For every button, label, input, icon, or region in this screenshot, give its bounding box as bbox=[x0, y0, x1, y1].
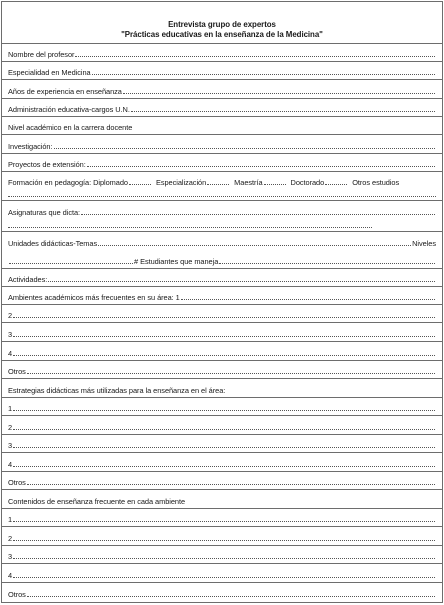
field-nombre[interactable] bbox=[75, 56, 435, 57]
field-doctorado[interactable] bbox=[325, 184, 347, 185]
num-ambientes-3: 3 bbox=[8, 330, 13, 339]
label-ambientes: Ambientes académicos más frecuentes en su área: 1 bbox=[8, 293, 180, 302]
label-nombre: Nombre del profesor bbox=[8, 50, 75, 59]
row-contenidos-4 bbox=[2, 565, 442, 583]
field-ambientes-4[interactable] bbox=[13, 355, 435, 356]
field-ambientes-2[interactable] bbox=[13, 317, 435, 318]
num-estrategias-1: 1 bbox=[8, 404, 13, 413]
field-contenidos-otros[interactable] bbox=[27, 596, 435, 597]
label-maestria: Maestría bbox=[234, 178, 263, 187]
field-especialidad[interactable] bbox=[92, 74, 435, 75]
field-niveles[interactable] bbox=[9, 263, 133, 264]
label-ambientes-otros: Otros bbox=[8, 367, 26, 376]
label-nivel: Nivel académico en la carrera docente bbox=[8, 123, 133, 132]
field-contenidos-1[interactable] bbox=[13, 521, 435, 522]
form-header bbox=[2, 4, 442, 44]
field-asignaturas-line2[interactable] bbox=[8, 227, 372, 228]
row-nivel bbox=[2, 117, 442, 135]
row-estrategias-otros bbox=[2, 472, 442, 490]
field-asignaturas[interactable] bbox=[81, 214, 435, 215]
field-estrategias-otros[interactable] bbox=[27, 484, 435, 485]
row-nombre bbox=[2, 44, 442, 62]
row-proyectos bbox=[2, 154, 442, 172]
row-investigacion bbox=[2, 136, 442, 154]
num-contenidos-1: 1 bbox=[8, 515, 13, 524]
row-actividades bbox=[2, 269, 442, 287]
label-estrategias: Estrategias didácticas más utilizadas para la enseñanza en el área: bbox=[8, 386, 226, 395]
label-doctorado: Doctorado bbox=[290, 178, 325, 187]
field-proyectos[interactable] bbox=[87, 166, 435, 167]
row-estrategias-1 bbox=[2, 398, 442, 416]
row-especialidad bbox=[2, 62, 442, 80]
label-especialidad: Especialidad en Medicina bbox=[8, 68, 91, 77]
num-estrategias-2: 2 bbox=[8, 423, 13, 432]
label-administracion: Administración educativa-cargos U.N. bbox=[8, 105, 130, 114]
row-unidades bbox=[2, 232, 442, 269]
row-contenidos-3 bbox=[2, 546, 442, 564]
interview-form bbox=[1, 1, 443, 603]
row-ambientes-3 bbox=[2, 324, 442, 342]
label-anios: Años de experiencia en enseñanza bbox=[8, 87, 122, 96]
field-anios[interactable] bbox=[123, 93, 435, 94]
num-estrategias-4: 4 bbox=[8, 460, 13, 469]
row-ambientes-1 bbox=[2, 287, 442, 305]
label-niveles: Niveles bbox=[412, 239, 436, 248]
row-anios bbox=[2, 81, 442, 99]
label-investigacion: Investigación: bbox=[8, 142, 53, 151]
field-estrategias-4[interactable] bbox=[13, 466, 435, 467]
row-ambientes-otros bbox=[2, 361, 442, 379]
row-contenidos-1 bbox=[2, 509, 442, 527]
field-diplomado[interactable] bbox=[129, 184, 151, 185]
field-contenidos-3[interactable] bbox=[13, 558, 435, 559]
field-estrategias-1[interactable] bbox=[13, 410, 435, 411]
field-otros-estudios[interactable] bbox=[8, 196, 436, 197]
row-estrategias-2 bbox=[2, 417, 442, 435]
field-actividades[interactable] bbox=[48, 281, 435, 282]
field-contenidos-4[interactable] bbox=[13, 577, 435, 578]
num-ambientes-4: 4 bbox=[8, 349, 13, 358]
num-estrategias-3: 3 bbox=[8, 441, 13, 450]
label-formacion: Formación en pedagogía: Diplomado bbox=[8, 178, 128, 187]
num-contenidos-4: 4 bbox=[8, 571, 13, 580]
label-especializacion: Especialización bbox=[155, 178, 207, 187]
row-contenidos-2 bbox=[2, 528, 442, 546]
form-subtitle: "Prácticas educativas en la enseñanza de la Medicina" bbox=[121, 29, 323, 39]
label-proyectos: Proyectos de extensión: bbox=[8, 160, 86, 169]
label-contenidos: Contenidos de enseñanza frecuente en cada ambiente bbox=[8, 497, 186, 506]
label-estudiantes: # Estudiantes que maneja bbox=[134, 257, 219, 266]
row-estrategias-4 bbox=[2, 454, 442, 472]
row-contenidos-otros bbox=[2, 583, 442, 601]
field-administracion[interactable] bbox=[131, 111, 435, 112]
row-ambientes-2 bbox=[2, 305, 442, 323]
row-estrategias-title bbox=[2, 380, 442, 398]
label-asignaturas: Asignaturas que dicta: bbox=[8, 208, 81, 217]
num-ambientes-2: 2 bbox=[8, 311, 13, 320]
row-contenidos-title bbox=[2, 491, 442, 509]
field-unidades[interactable] bbox=[98, 245, 411, 246]
field-estudiantes[interactable] bbox=[219, 263, 435, 264]
field-ambientes-3[interactable] bbox=[13, 336, 435, 337]
row-asignaturas bbox=[2, 201, 442, 232]
field-investigacion[interactable] bbox=[54, 148, 436, 149]
num-contenidos-3: 3 bbox=[8, 552, 13, 561]
label-estrategias-otros: Otros bbox=[8, 478, 26, 487]
field-ambientes-1[interactable] bbox=[181, 299, 435, 300]
field-estrategias-3[interactable] bbox=[13, 447, 435, 448]
row-administracion bbox=[2, 99, 442, 117]
field-estrategias-2[interactable] bbox=[13, 429, 435, 430]
label-unidades: Unidades didácticas-Temas bbox=[8, 239, 98, 248]
field-especializacion[interactable] bbox=[207, 184, 229, 185]
label-contenidos-otros: Otros bbox=[8, 590, 26, 599]
label-actividades: Actividades: bbox=[8, 275, 48, 284]
num-contenidos-2: 2 bbox=[8, 534, 13, 543]
row-ambientes-4 bbox=[2, 343, 442, 361]
field-contenidos-2[interactable] bbox=[13, 540, 435, 541]
row-formacion bbox=[2, 172, 442, 201]
form-title: Entrevista grupo de expertos bbox=[168, 20, 276, 29]
row-estrategias-3 bbox=[2, 435, 442, 453]
field-maestria[interactable] bbox=[264, 184, 286, 185]
field-ambientes-otros[interactable] bbox=[27, 373, 435, 374]
label-otros-estudios: Otros estudios bbox=[352, 178, 400, 187]
